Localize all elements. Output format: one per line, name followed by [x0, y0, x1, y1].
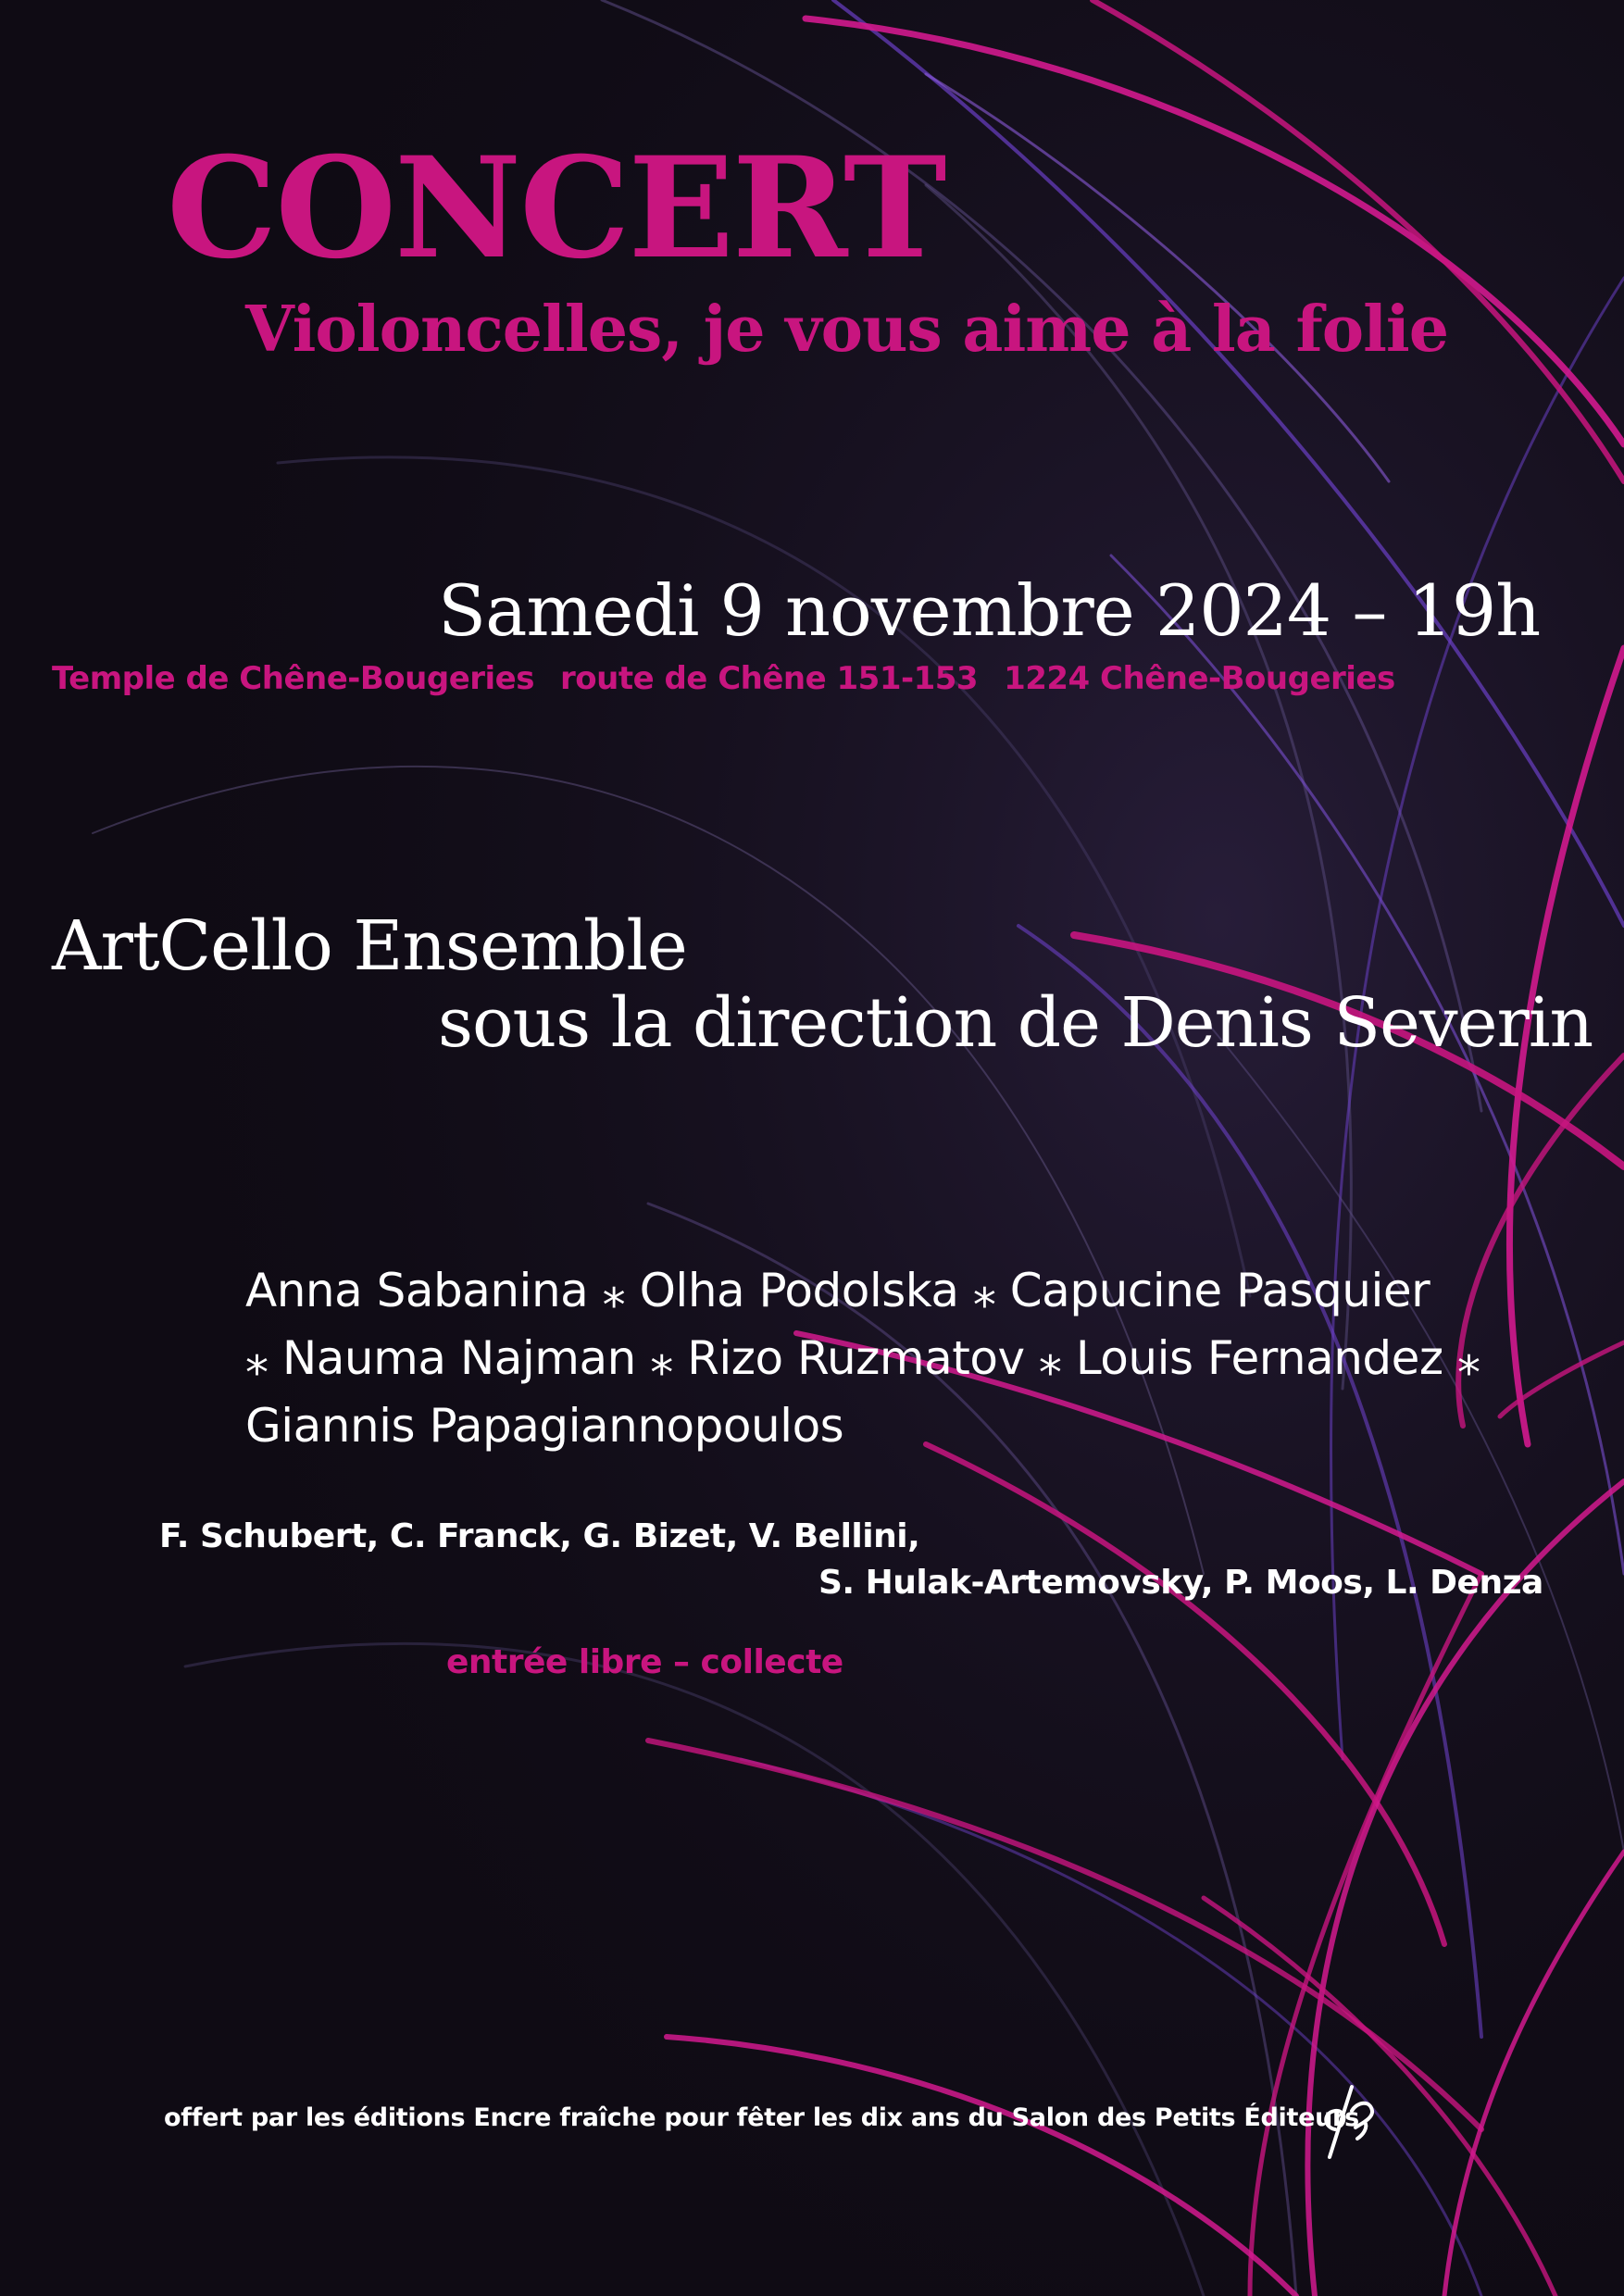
composers-line-1: F. Schubert, C. Franck, G. Bizet, V. Bellini, — [159, 1517, 920, 1555]
poster-title: CONCERT — [167, 127, 945, 290]
conductor-line: sous la direction de Denis Severin — [438, 983, 1593, 1063]
venue-name: Temple de Chêne-Bougeries — [52, 660, 534, 697]
publisher-logo-icon — [1315, 2074, 1389, 2166]
musicians-line: ⁎ Nauma Najman ⁎ Rizo Ruzmatov ⁎ Louis Fernandez ⁎ — [245, 1331, 1480, 1385]
ensemble-name: ArtCello Ensemble — [52, 906, 687, 986]
musicians-line: Anna Sabanina ⁎ Olha Podolska ⁎ Capucine Pasquier — [245, 1264, 1430, 1317]
venue-street: route de Chêne 151-153 — [559, 660, 979, 697]
event-date-time: Samedi 9 novembre 2024 – 19h — [438, 569, 1541, 652]
venue-city: 1224 Chêne-Bougeries — [1004, 660, 1395, 697]
venue-address — [52, 660, 1421, 697]
entry-info: entrée libre – collecte — [446, 1643, 843, 1681]
composers-line-2: S. Hulak-Artemovsky, P. Moos, L. Denza — [818, 1564, 1543, 1602]
musicians-line: Giannis Papagiannopoulos — [245, 1399, 844, 1453]
musicians-list — [245, 1257, 1542, 1460]
poster-subtitle: Violoncelles, je vous aime à la folie — [245, 293, 1449, 367]
footer-credit: offert par les éditions Encre fraîche pour fêter les dix ans du Salon des Petits Éditeurs — [164, 2103, 1359, 2132]
